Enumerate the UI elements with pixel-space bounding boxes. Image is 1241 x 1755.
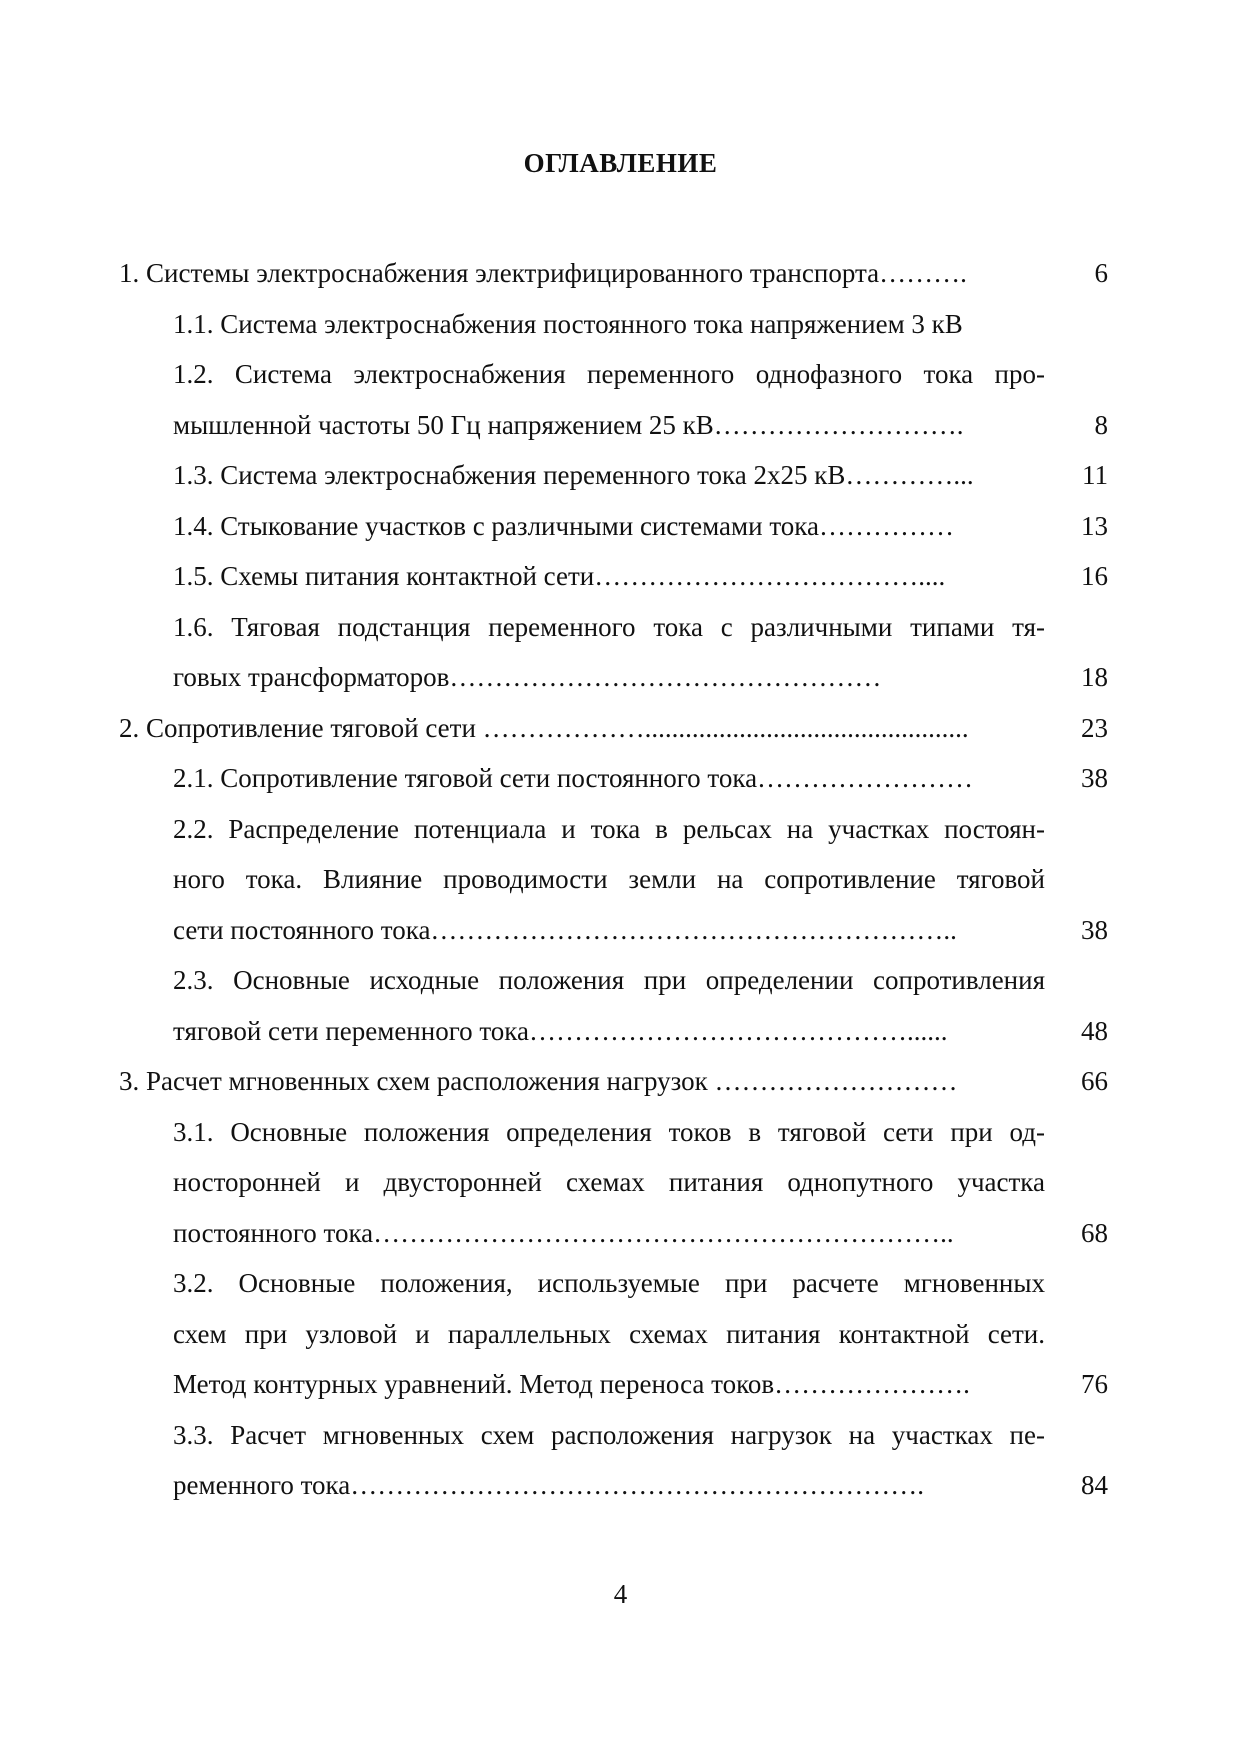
toc-entry-1-4[interactable] <box>0 501 1241 552</box>
toc-entry-text-continued: схем при узловой и параллельных схемах питания контактной сети. <box>173 1318 1045 1349</box>
toc-entry-text: 1.2. Система электроснабжения переменного однофазного тока про- <box>173 359 1045 389</box>
page-title: ОГЛАВЛЕНИЕ <box>523 148 718 178</box>
toc-page-number: 76 <box>1081 1369 1108 1399</box>
toc-entry-text: 1.3. Система электроснабжения переменного тока 2х25 кВ…………... <box>173 460 974 490</box>
toc-entry-text: 3.1. Основные положения определения токов в тяговой сети при од- <box>173 1116 1045 1147</box>
toc-entry-3-3[interactable] <box>0 1410 1241 1511</box>
toc-entry-2-2[interactable] <box>0 804 1241 956</box>
toc-page-number: 13 <box>1081 510 1108 541</box>
toc-page-number: 6 <box>1094 258 1108 288</box>
toc-entry-text-continued: ного тока. Влияние проводимости земли на сопротивление тяговой <box>173 864 1045 894</box>
toc-entry-3-1[interactable] <box>0 1107 1241 1259</box>
toc-entry-text: 2. Сопротивление тяговой сети ………………................................................ <box>119 712 969 743</box>
toc-entry-1-5[interactable] <box>0 551 1241 602</box>
toc-entry-text-continued: носторонней и двусторонней схемах питания однопутного участка <box>173 1167 1045 1197</box>
toc-entry-text: 1.6. Тяговая подстанция переменного тока с различными типами тя- <box>173 611 1045 642</box>
toc-entry-text-continued: мышленной частоты 50 Гц напряжением 25 кВ………………………. <box>173 409 964 440</box>
toc-entry-3[interactable] <box>0 1056 1241 1107</box>
toc-entry-text: 1.5. Схемы питания контактной сети……………………………….... <box>173 561 946 591</box>
toc-entry-text: 3.3. Расчет мгновенных схем расположения нагрузок на участках пе- <box>173 1419 1045 1450</box>
toc-entry-text: 2.2. Распределение потенциала и тока в рельсах на участках постоян- <box>173 813 1045 844</box>
toc-entry-text: 1.1. Система электроснабжения постоянного тока напряжением 3 кВ <box>173 308 963 339</box>
toc-entry-1-2[interactable] <box>0 349 1241 450</box>
toc-entry-1-3[interactable] <box>0 450 1241 501</box>
toc-page-number: 38 <box>1081 763 1108 793</box>
toc-entry-text: 1.4. Стыкование участков с различными системами тока…………… <box>173 510 954 541</box>
toc-entry-text: 1. Системы электроснабжения электрифицированного транспорта………. <box>119 258 967 288</box>
toc-page-number: 11 <box>1082 460 1108 490</box>
toc-page-number: 18 <box>1081 662 1108 692</box>
toc-page-number: 84 <box>1081 1470 1108 1500</box>
toc-entry-text: 2.1. Сопротивление тяговой сети постоянного тока…………………… <box>173 763 974 793</box>
toc-page-number: 48 <box>1081 1015 1108 1046</box>
toc-entry-1-1[interactable] <box>0 299 1241 350</box>
toc-entry-text: 3. Расчет мгновенных схем расположения нагрузок ……………………… <box>119 1066 958 1096</box>
page-number: 4 <box>613 1579 628 1609</box>
toc-entry-text-continued: тяговой сети переменного тока……………………………………...... <box>173 1015 948 1046</box>
toc-entry-2-3[interactable] <box>0 955 1241 1056</box>
toc-page-number: 68 <box>1081 1217 1108 1248</box>
toc-entry-3-2[interactable] <box>0 1258 1241 1410</box>
table-of-contents <box>0 248 1241 1511</box>
toc-entry-text-continued: постоянного тока……………………………………………………….. <box>173 1217 954 1248</box>
toc-page-number: 66 <box>1081 1066 1108 1096</box>
toc-page-number: 8 <box>1094 409 1108 440</box>
toc-entry-text-continued: Метод контурных уравнений. Метод переноса токов…………………. <box>173 1369 970 1399</box>
toc-page-number: 16 <box>1081 561 1108 591</box>
toc-entry-text: 2.3. Основные исходные положения при определении сопротивления <box>173 965 1045 995</box>
toc-entry-2-1[interactable] <box>0 753 1241 804</box>
toc-entry-1-6[interactable] <box>0 602 1241 703</box>
toc-entry-text-continued: сети постоянного тока………………………………………………….. <box>173 914 957 945</box>
toc-page-number: 23 <box>1081 712 1108 743</box>
toc-entry-text-continued: ременного тока………………………………………………………. <box>173 1470 924 1500</box>
toc-entry-2[interactable] <box>0 703 1241 754</box>
toc-entry-1[interactable] <box>0 248 1241 299</box>
toc-entry-text: 3.2. Основные положения, используемые при расчете мгновенных <box>173 1268 1045 1298</box>
toc-entry-text-continued: говых трансформаторов………………………………………… <box>173 662 882 692</box>
toc-page-number: 38 <box>1081 914 1108 945</box>
